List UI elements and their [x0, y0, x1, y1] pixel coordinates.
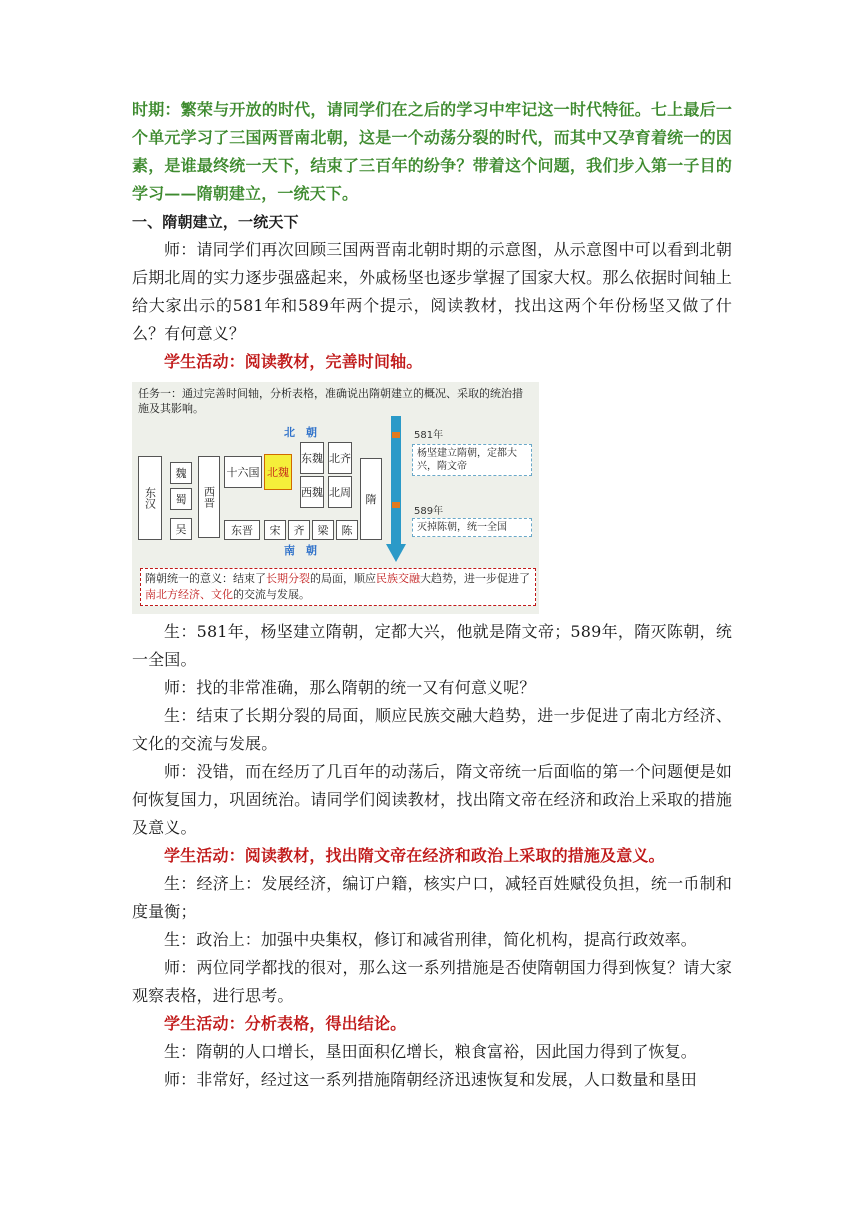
intro-paragraph: 时期：繁荣与开放的时代，请同学们在之后的学习中牢记这一时代特征。七上最后一个单元学习了三国两晋南北朝，这是一个动荡分裂的时代，而其中又孕育着统一的因素，是谁最终统一天下，结束了三百年的纷争？带着这个问题，我们步入第一子目的学习——隋朝建立，一统天下。 — [132, 100, 732, 203]
south-dynasties-label: 南 朝 — [284, 544, 317, 557]
dynasty-box-beizhou: 北周 — [328, 476, 352, 508]
timeline-figure — [132, 382, 539, 614]
unification-meaning-box — [140, 568, 536, 606]
year-581-note: 杨坚建立隋朝，定都大兴，隋文帝 — [412, 444, 532, 476]
paragraph: 师：没错，而在经历了几百年的动荡后，隋文帝统一后面临的第一个问题便是如何恢复国力，巩固统治。请同学们阅读教材，找出隋文帝在经济和政治上采取的措施及意义。 — [132, 762, 732, 837]
paragraph: 师：非常好，经过这一系列措施隋朝经济迅速恢复和发展，人口数量和垦田 — [164, 1070, 697, 1089]
dynasty-box-beiwei: 北魏 — [264, 454, 292, 490]
section-heading: 一、隋朝建立，一统天下 — [132, 213, 299, 231]
document-body — [132, 96, 732, 1094]
meaning-text: 的交流与发展。 — [233, 588, 310, 601]
paragraph: 生：经济上：发展经济，编订户籍，核实户口，减轻百姓赋役负担，统一币制和度量衡； — [132, 874, 732, 921]
meaning-text: 的局面，顺应 — [310, 572, 376, 585]
dynasty-box-song: 宋 — [264, 520, 286, 540]
dynasty-box-liang: 梁 — [312, 520, 334, 540]
dynasty-box-chen: 陈 — [336, 520, 358, 540]
dynasty-box-xijin: 西晋 — [198, 456, 220, 538]
student-activity-label: 学生活动：阅读教材，找出隋文帝在经济和政治上采取的措施及意义。 — [164, 846, 665, 865]
dynasty-box-dongwei: 东魏 — [300, 442, 324, 474]
paragraph: 师：请同学们再次回顾三国两晋南北朝时期的示意图，从示意图中可以看到北朝后期北周的实力逐步强盛起来，外戚杨坚也逐步掌握了国家大权。那么依据时间轴上给大家出示的581年和589年两个提示，阅读教材，找出这两个年份杨坚又做了什么？有何意义？ — [132, 240, 732, 343]
dynasty-box-dongjin: 东晋 — [224, 520, 260, 540]
meaning-text: 大趋势，进一步促进了 — [420, 572, 530, 585]
meaning-highlight: 南北方经济、文化 — [145, 588, 233, 601]
year-589-note: 灭掉陈朝，统一全国 — [412, 518, 532, 537]
figure-task-text: 任务一：通过完善时间轴，分析表格，准确说出隋朝建立的概况、采取的统治措施及其影响。 — [138, 387, 523, 415]
paragraph: 生：隋朝的人口增长，垦田面积亿增长，粮食富裕，因此国力得到了恢复。 — [164, 1042, 697, 1061]
dynasty-box-wu: 吴 — [170, 518, 192, 540]
student-activity-label: 学生活动：阅读教材，完善时间轴。 — [164, 352, 423, 371]
paragraph: 师：两位同学都找的很对，那么这一系列措施是否使隋朝国力得到恢复？请大家观察表格，进行思考。 — [132, 958, 732, 1005]
north-dynasties-label: 北 朝 — [284, 426, 317, 439]
meaning-highlight: 长期分裂 — [266, 572, 310, 585]
year-589-label: 589年 — [414, 506, 444, 517]
dynasty-box-qi: 齐 — [288, 520, 310, 540]
dynasty-box-sui: 隋 — [360, 458, 382, 540]
dynasty-box-xiwei: 西魏 — [300, 476, 324, 508]
meaning-highlight: 民族交融 — [376, 572, 420, 585]
dynasty-box-shu: 蜀 — [170, 488, 192, 510]
dynasty-box-wei: 魏 — [170, 462, 192, 484]
paragraph: 生：政治上：加强中央集权，修订和减省刑律，简化机构，提高行政效率。 — [164, 930, 697, 949]
dynasty-box-shiliuguo: 十六国 — [224, 456, 262, 488]
paragraph: 师：找的非常准确，那么隋朝的统一又有何意义呢？ — [164, 678, 536, 697]
student-activity-label: 学生活动：分析表格，得出结论。 — [164, 1014, 407, 1033]
timeline-arrow — [386, 416, 406, 566]
paragraph: 生：581年，杨坚建立隋朝，定都大兴，他就是隋文帝；589年，隋灭陈朝，统一全国。 — [132, 622, 732, 669]
meaning-text: 隋朝统一的意义：结束了 — [145, 572, 266, 585]
dynasty-box-donghan: 东汉 — [138, 456, 162, 540]
year-581-label: 581年 — [414, 430, 444, 441]
paragraph: 生：结束了长期分裂的局面，顺应民族交融大趋势，进一步促进了南北方经济、文化的交流与发展。 — [132, 706, 732, 753]
dynasty-box-beiqi: 北齐 — [328, 442, 352, 474]
